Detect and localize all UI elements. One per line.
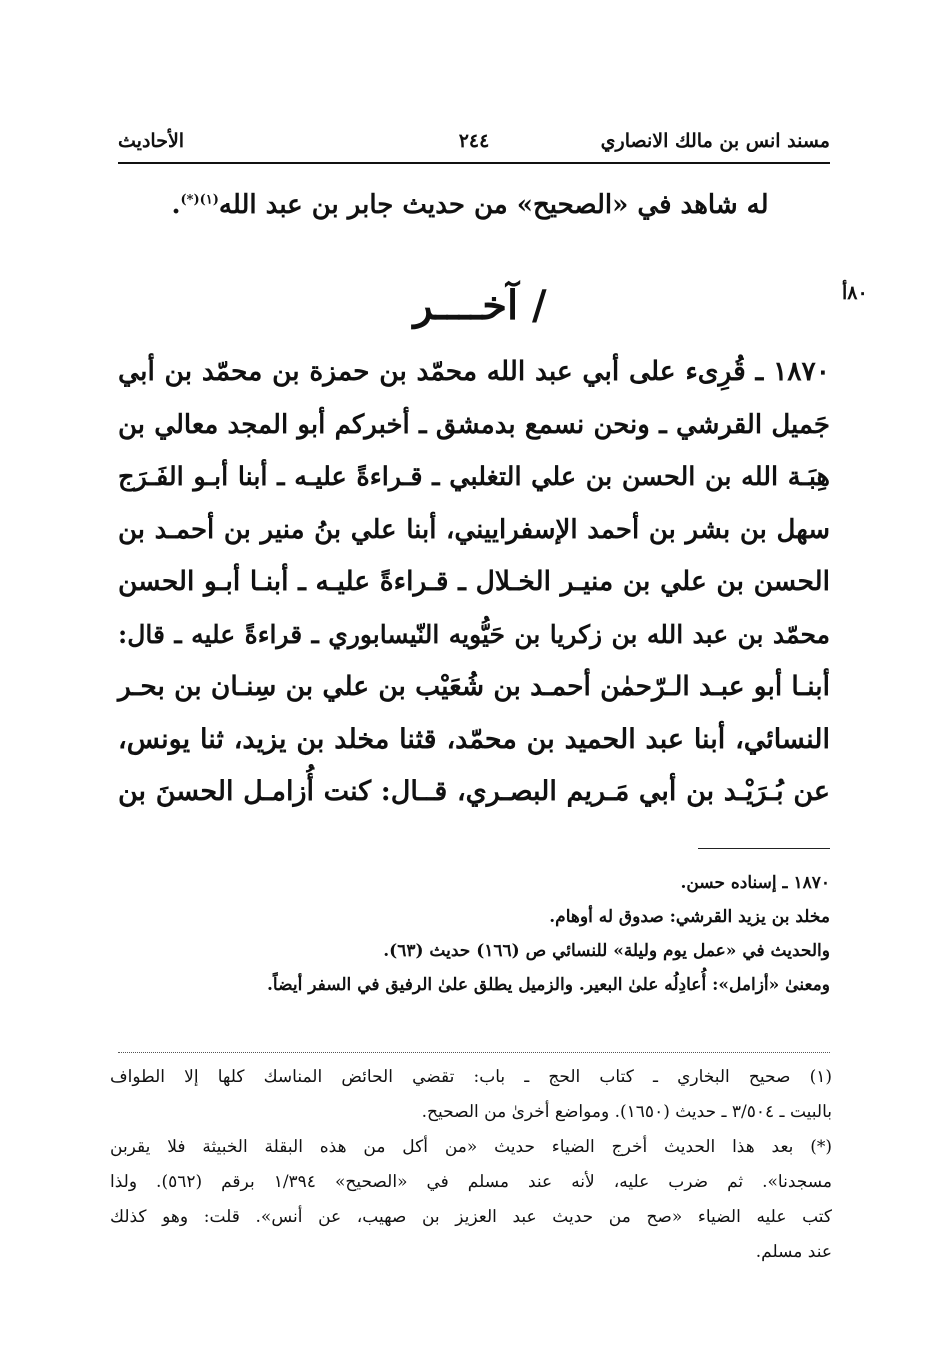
footnote-line: بالبيت ـ ٣/٥٠٤ ـ حديث (١٦٥٠). ومواضع أخرىٰ من الصحيح.	[421, 1102, 832, 1122]
section-title: / آخــــر	[413, 282, 547, 329]
header-rule	[118, 162, 830, 164]
general-footnotes	[110, 1060, 832, 1270]
intro-footnote-marks: (١)(*)	[180, 192, 219, 208]
footnote-line: مسجدنا». ثم ضرب عليه، لأنه عند مسلم في «الصحيح» ١/٣٩٤ برقم (٥٦٢). ولذا	[110, 1172, 832, 1192]
text-line: ١٨٧٠ ـ قُرِىء على أبي عبد الله محمّد بن حمزة بن محمّد بن أبي	[118, 356, 830, 387]
header-book-title: مسند انس بن مالك الانصاري	[600, 130, 830, 152]
footnote-line: (*) بعد هذا الحديث أخرج الضياء حديث «من أكل من هذه البقلة الخبيثة فلا يقربن	[110, 1137, 832, 1157]
text-line: أبنـا أبو عبـد الـرّحمٰن أحمـد بن شُعَيْب بن علي بن سِنـان بن بحـر	[118, 671, 830, 702]
footnote-line: مخلد بن يزيد القرشي: صدوق له أوهام.	[549, 907, 830, 927]
page-number: ٢٤٤	[458, 130, 490, 152]
running-header	[118, 126, 830, 160]
footnote-line: كتب عليه الضياء «صح من حديث عبد العزيز بن صهيب، عن أنس». قلت: وهو كذلك	[110, 1207, 832, 1227]
header-section: الأحاديث	[118, 130, 185, 152]
footnote-line: ١٨٧٠ ـ إسناده حسن.	[680, 873, 830, 893]
footnote-line: ومعنىٰ «أزامل»: أُعادِلُه علىٰ البعير. والزميل يطلق علىٰ الرفيق في السفر أيضاً.	[267, 975, 830, 995]
hadith-footnotes	[118, 866, 830, 1002]
intro-line	[150, 190, 790, 220]
intro-end: .	[171, 190, 181, 220]
text-line: هِبَـة الله بن الحسن بن علي التغلبي ـ قـراءةً عليـه ـ أبنا أبـو الفَـرَج	[118, 462, 830, 492]
text-line: سهل بن بشر بن أحمد الإسفراييني، أبنا علي بنُ منير بن أحمـد بن	[118, 514, 830, 545]
footnote-rule	[698, 848, 830, 849]
footnote-rule-dotted	[118, 1052, 830, 1053]
footnote-line: (١) صحيح البخاري ـ كتاب الحج ـ باب: تقضي الحائض المناسك كلها إلا الطواف	[110, 1067, 832, 1087]
margin-folio-note: ٨٠أ	[842, 282, 868, 304]
footnote-line: والحديث في «عمل يوم وليلة» للنسائي ص (١٦٦) حديث (٦٣).	[383, 941, 830, 961]
hadith-text	[118, 346, 830, 819]
text-line: الحسن بن علي بن منيـر الخـلال ـ قـراءةً عليـه ـ أبنـا أبـو الحسن	[118, 566, 830, 597]
text-line: محمّد بن عبد الله بن زكريا بن حَيُّويه النّيسابوري ـ قراءةً عليه ـ قال:	[118, 619, 830, 649]
text-line: النسائي، أبنا عبد الحميد بن محمّد، قثنا مخلد بن يزيد، ثنا يونس،	[118, 723, 830, 755]
text-line: عن بُـرَيْـد بن أبي مَـريم البصـري، قــال: كنت أُزامـل الحسنَ بن	[118, 776, 830, 807]
text-line: جَميل القرشي ـ ونحن نسمع بدمشق ـ أخبركم أبو المجد معالي بن	[118, 409, 830, 440]
footnote-line: عند مسلم.	[755, 1242, 832, 1262]
intro-text: له شاهد في «الصحيح» من حديث جابر بن عبد الله	[218, 190, 769, 220]
